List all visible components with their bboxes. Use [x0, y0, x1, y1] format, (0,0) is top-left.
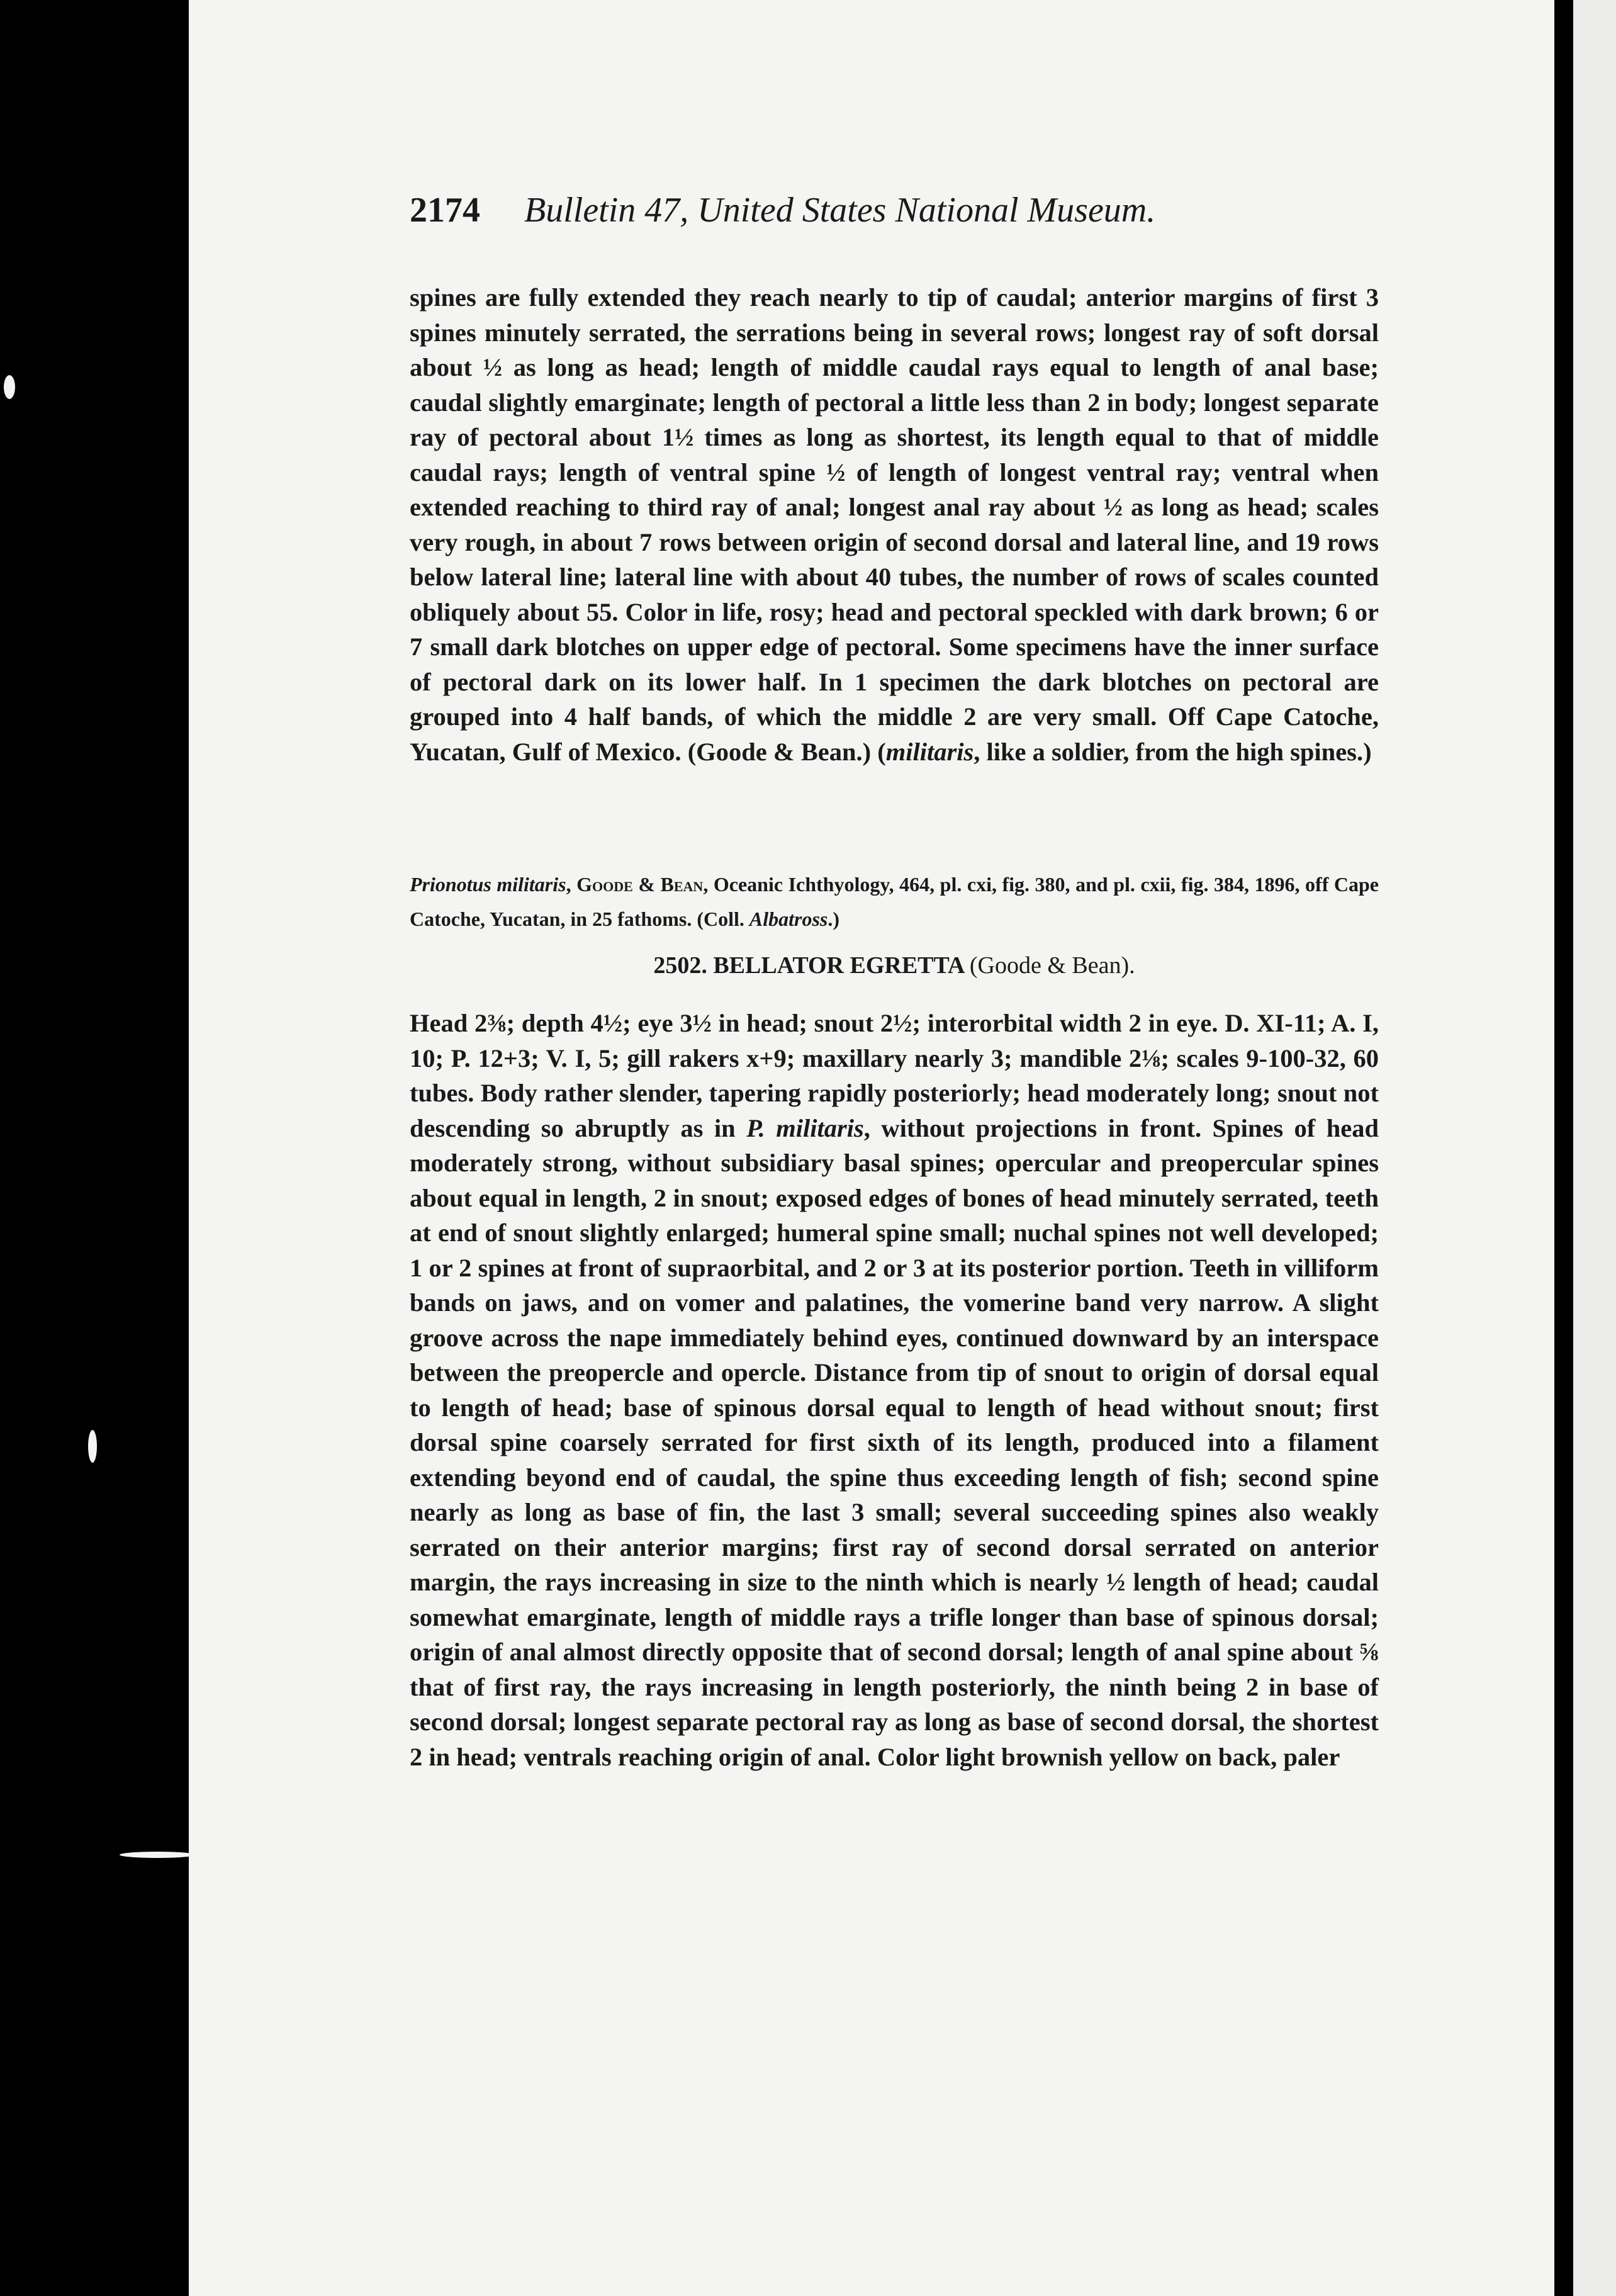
ref-text: , Oceanic Ichthyology, 464, pl. cxi, fig. 380, and pl. cxii, fig. 384, 1896, off Cape Catoche, Yucatan, in 25 fathoms. (Coll. [410, 873, 1379, 930]
ref-close: .) [828, 908, 839, 930]
species-heading [410, 952, 1379, 979]
para2-species-ref: P. militaris [746, 1113, 864, 1142]
ref-genus: Prionotus militaris [410, 873, 566, 896]
para1-text-b: , like a soldier, from the high spines.) [974, 737, 1372, 766]
species-authority: (Goode & Bean). [969, 952, 1135, 979]
page-number: 2174 [410, 191, 480, 230]
running-header [410, 190, 1253, 230]
para2-text-a: Head 2⅜; depth 4½; eye 3½ in head; snout 2½; interorbital width 2 in eye. D. XI-11; A. I, 10; P. 12+3; V. I, 5; gill rakers x+9; maxillary nearly 3; mandible 2⅛; scales 9-100-32, 60 tubes. Body rather slender, tapering rapidly posteriorly; head moderately long; snout not descending so abruptly as in [410, 1009, 1379, 1142]
ref-collection: Albatross [749, 908, 828, 930]
scan-speck [88, 1430, 97, 1463]
species-description-continued [410, 280, 1379, 769]
synonymy-reference: Prionotus militaris, Goode & Bean, Oceanic Ichthyology, 464, pl. cxi, fig. 380, and pl. cxii, fig. 384, 1896, off Cape Catoche, Yucatan, in 25 fathoms. (Coll. Albatross.) [410, 873, 1379, 930]
para1-text-a: spines are fully extended they reach nearly to tip of caudal; anterior margins of first 3 spines minutely serrated, the serrations being in several rows; longest ray of soft dorsal about ½ as long as head; length of middle caudal rays equal to length of anal base; caudal slightly emarginate; length of pectoral a little less than 2 in body; longest separate ray of pectoral about 1½ times as long as shortest, its length equal to that of middle caudal rays; length of ventral spine ½ of length of longest ventral ray; ventral when extended reaching to third ray of anal; longest anal ray about ½ as long as head; scales very rough, in about 7 rows between origin of second dorsal and lateral line, and 19 rows below lateral line; lateral line with about 40 tubes, the number of rows of scales counted obliquely about 55. Color in life, rosy; head and pectoral speckled with dark brown; 6 or 7 small dark blotches on upper edge of pectoral. Some specimens have the inner surface of pectoral dark on its lower half. In 1 specimen the dark blotches on pectoral are grouped into 4 half bands, of which the middle 2 are very small. Off Cape Catoche, Yucatan, Gulf of Mexico. (Goode & Bean.) ( [410, 283, 1379, 766]
species-description [410, 1006, 1379, 1774]
running-title: Bulletin 47, United States National Museum. [524, 191, 1156, 230]
para2-text-b: , without projections in front. Spines of head moderately strong, without subsidiary basal spines; opercular and preopercular spines about equal in length, 2 in snout; exposed edges of bones of head minutely serrated, teeth at end of snout slightly enlarged; humeral spine small; nuchal spines not well developed; 1 or 2 spines at front of supraorbital, and 2 or 3 at its posterior portion. Teeth in villiform bands on jaws, and on vomer and palatines, the vomerine band very narrow. A slight groove across the nape immediately behind eyes, continued downward by an interspace between the preopercle and opercle. Distance from tip of snout to origin of dorsal equal to length of head; base of spinous dorsal equal to length of head without snout; first dorsal spine coarsely serrated for first sixth of its length, produced into a filament extending beyond end of caudal, the spine thus exceeding length of fish; second spine nearly as long as base of fin, the last 3 small; several succeeding spines also weakly serrated on their anterior margins; first ray of second dorsal serrated on anterior margin, the rays increasing in size to the ninth which is nearly ½ length of head; caudal somewhat emarginate, length of middle rays a trifle longer than base of spinous dorsal; origin of anal almost directly opposite that of second dorsal; length of anal spine about ⅝ that of first ray, the rays increasing in length posteriorly, the ninth being 2 in base of second dorsal; longest separate pectoral ray as long as base of second dorsal, the shortest 2 in head; ventrals reaching origin of anal. Color light brownish yellow on back, paler [410, 1113, 1379, 1771]
next-page-edge [1573, 0, 1616, 2296]
para1-etymology: militaris [885, 737, 974, 766]
species-number-name: 2502. BELLATOR EGRETTA [653, 952, 964, 979]
ref-authors: Goode & Bean [576, 873, 704, 896]
scan-speck [120, 1852, 195, 1858]
scan-speck [4, 375, 15, 399]
